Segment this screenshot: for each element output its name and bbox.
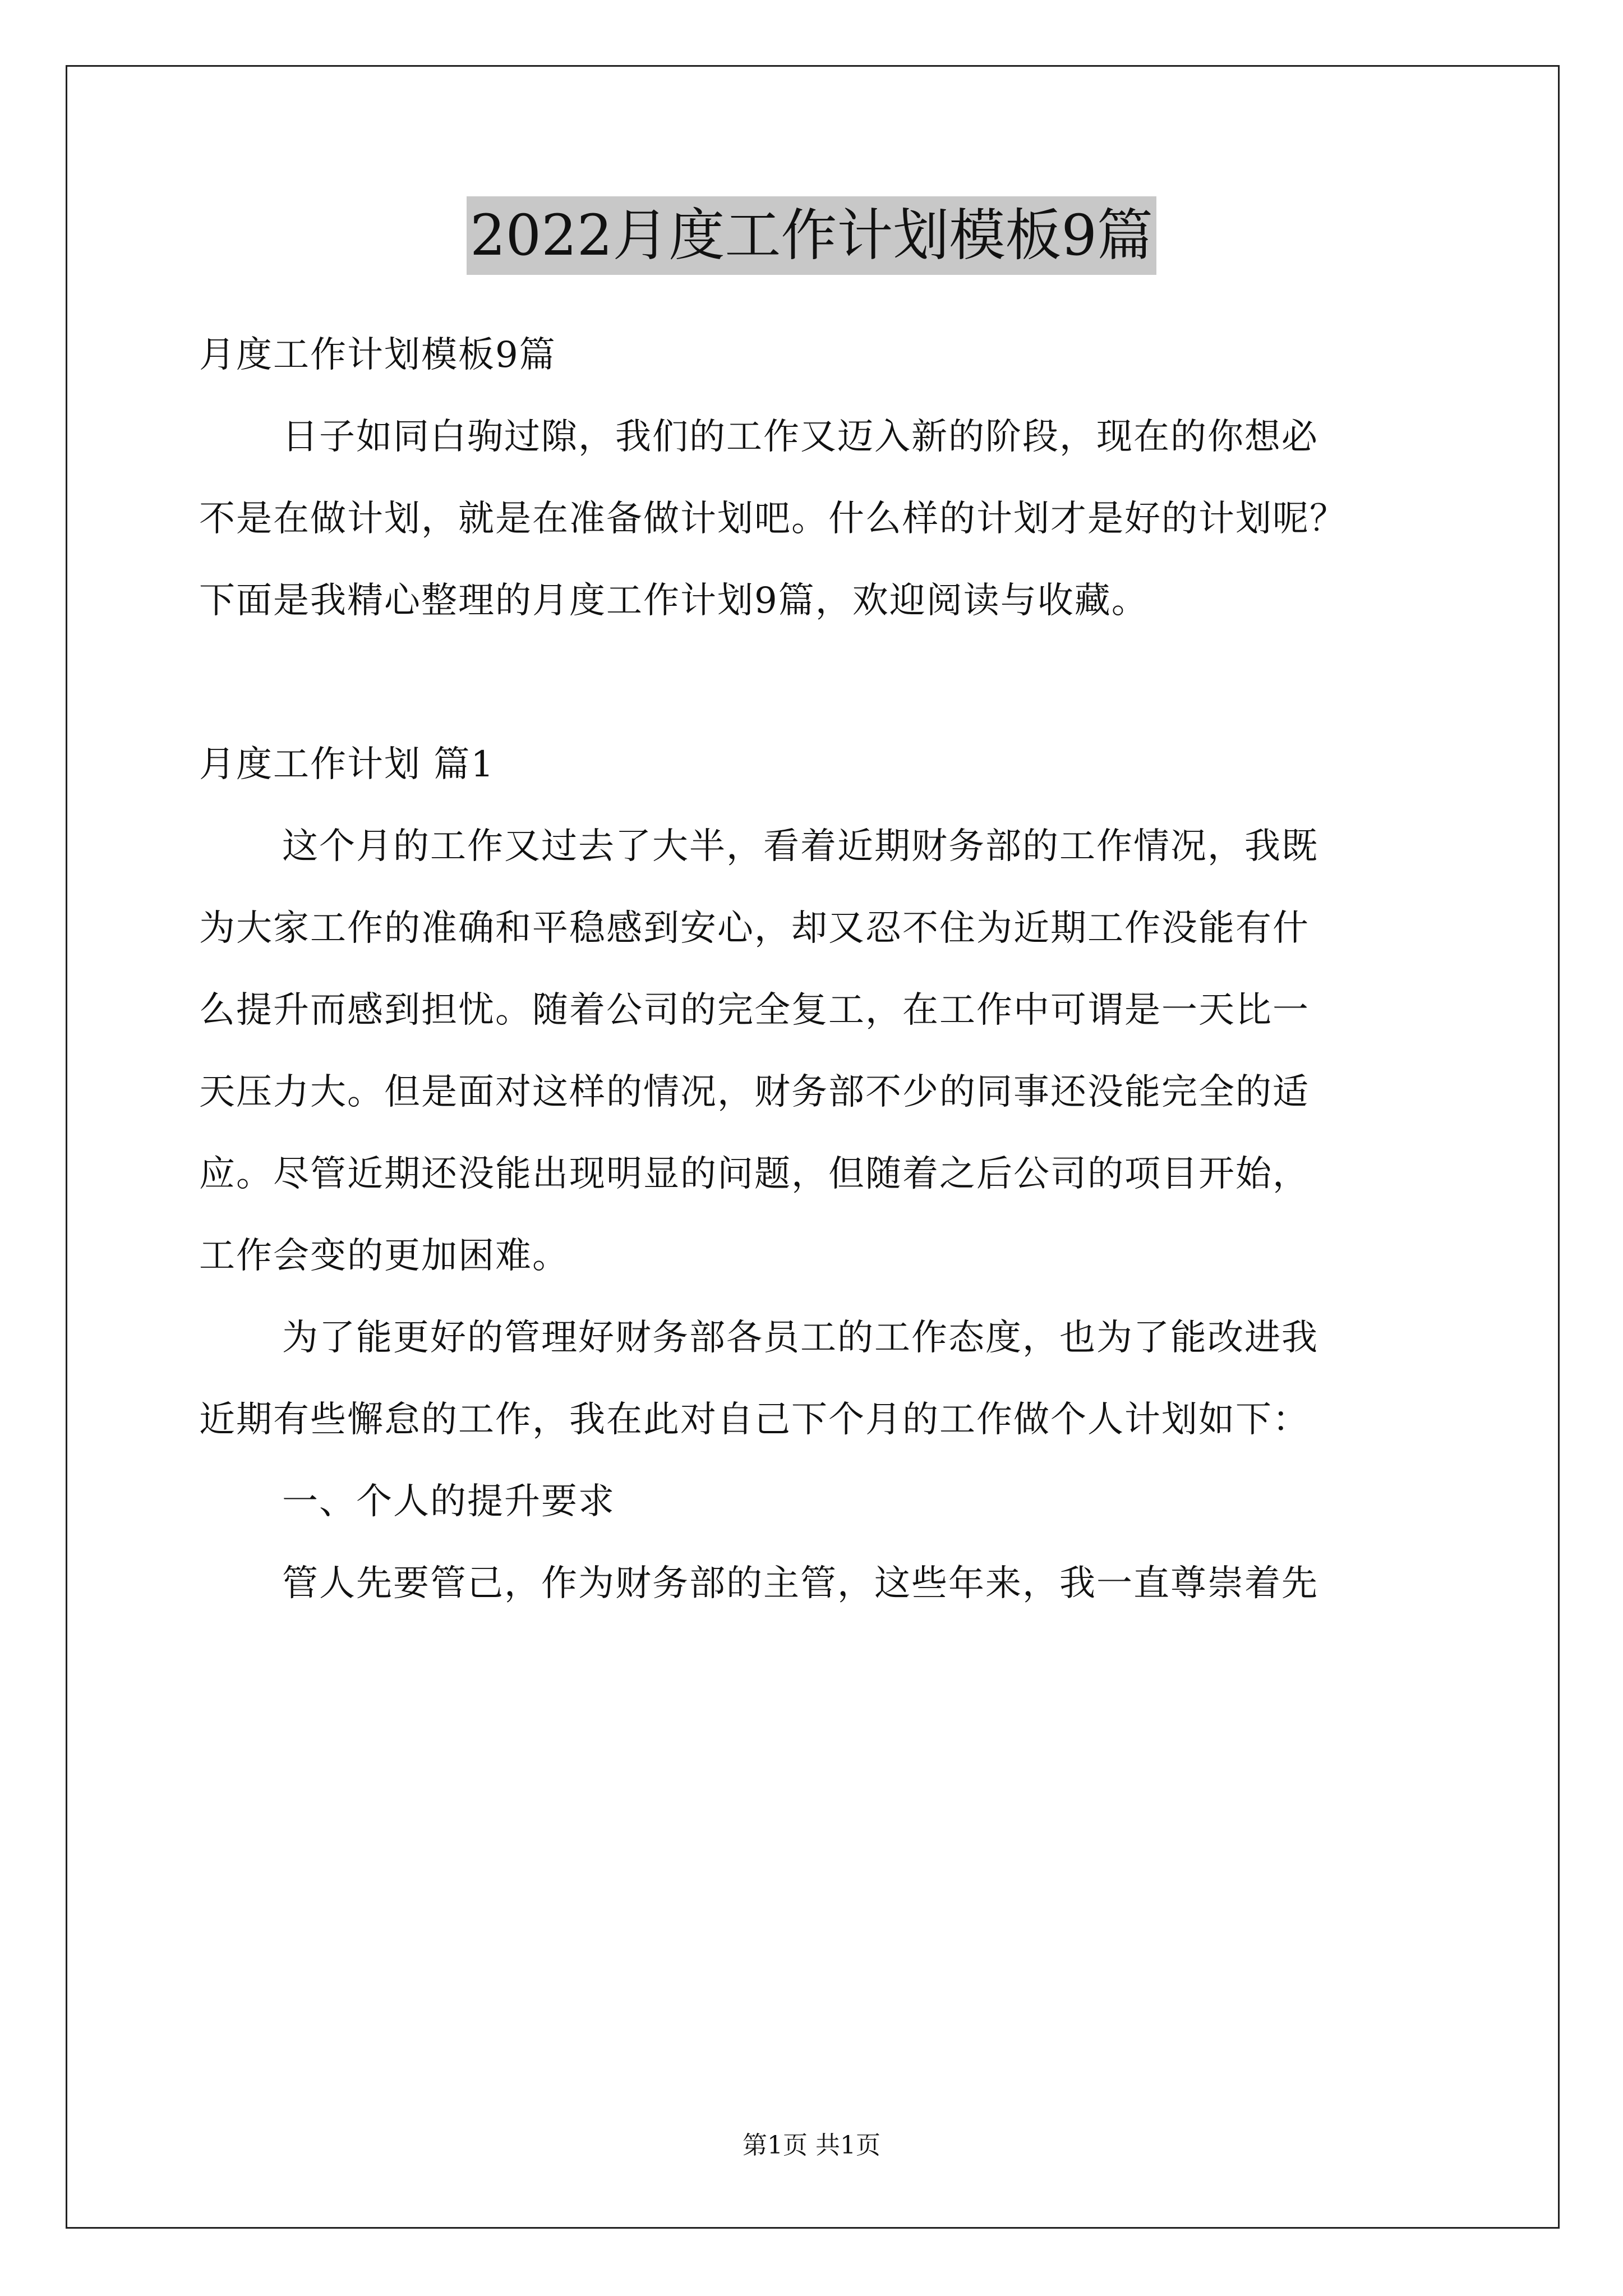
document-body [199, 314, 1467, 1625]
section-heading: 月度工作计划 篇1 [199, 744, 495, 785]
intro-line: 不是在做计划，就是在准备做计划吧。什么样的计划才是好的计划呢？ [199, 498, 1347, 540]
paragraph-line: 近期有些懈怠的工作，我在此对自己下个月的工作做个人计划如下： [199, 1399, 1310, 1441]
paragraph-line: 这个月的工作又过去了大半，看着近期财务部的工作情况，我既 [282, 826, 1318, 867]
item-heading: 一、个人的提升要求 [282, 1481, 615, 1522]
intro-line: 下面是我精心整理的月度工作计划9篇，欢迎阅读与收藏。 [199, 580, 1149, 622]
paragraph-line: 天压力大。但是面对这样的情况，财务部不少的同事还没能完全的适 [199, 1071, 1310, 1113]
document-subtitle: 月度工作计划模板9篇 [199, 334, 556, 376]
paragraph-line: 管人先要管己，作为财务部的主管，这些年来，我一直尊崇着先 [282, 1563, 1318, 1604]
document-title: 2022月度工作计划模板9篇 [467, 196, 1156, 275]
title-container [0, 196, 1623, 275]
paragraph-line: 么提升而感到担忧。随着公司的完全复工，在工作中可谓是一天比一 [199, 990, 1310, 1031]
paragraph-line: 为大家工作的准确和平稳感到安心，却又忍不住为近期工作没能有什 [199, 908, 1310, 949]
intro-line: 日子如同白驹过隙，我们的工作又迈入新的阶段，现在的你想必 [282, 416, 1318, 458]
blank-line [199, 642, 1467, 724]
page-number-footer: 第1页 共1页 [743, 2131, 880, 2160]
paragraph-line: 为了能更好的管理好财务部各员工的工作态度，也为了能改进我 [282, 1317, 1318, 1359]
paragraph-line: 工作会变的更加困难。 [199, 1235, 569, 1277]
paragraph-line: 应。尽管近期还没能出现明显的问题，但随着之后公司的项目开始， [199, 1153, 1310, 1195]
